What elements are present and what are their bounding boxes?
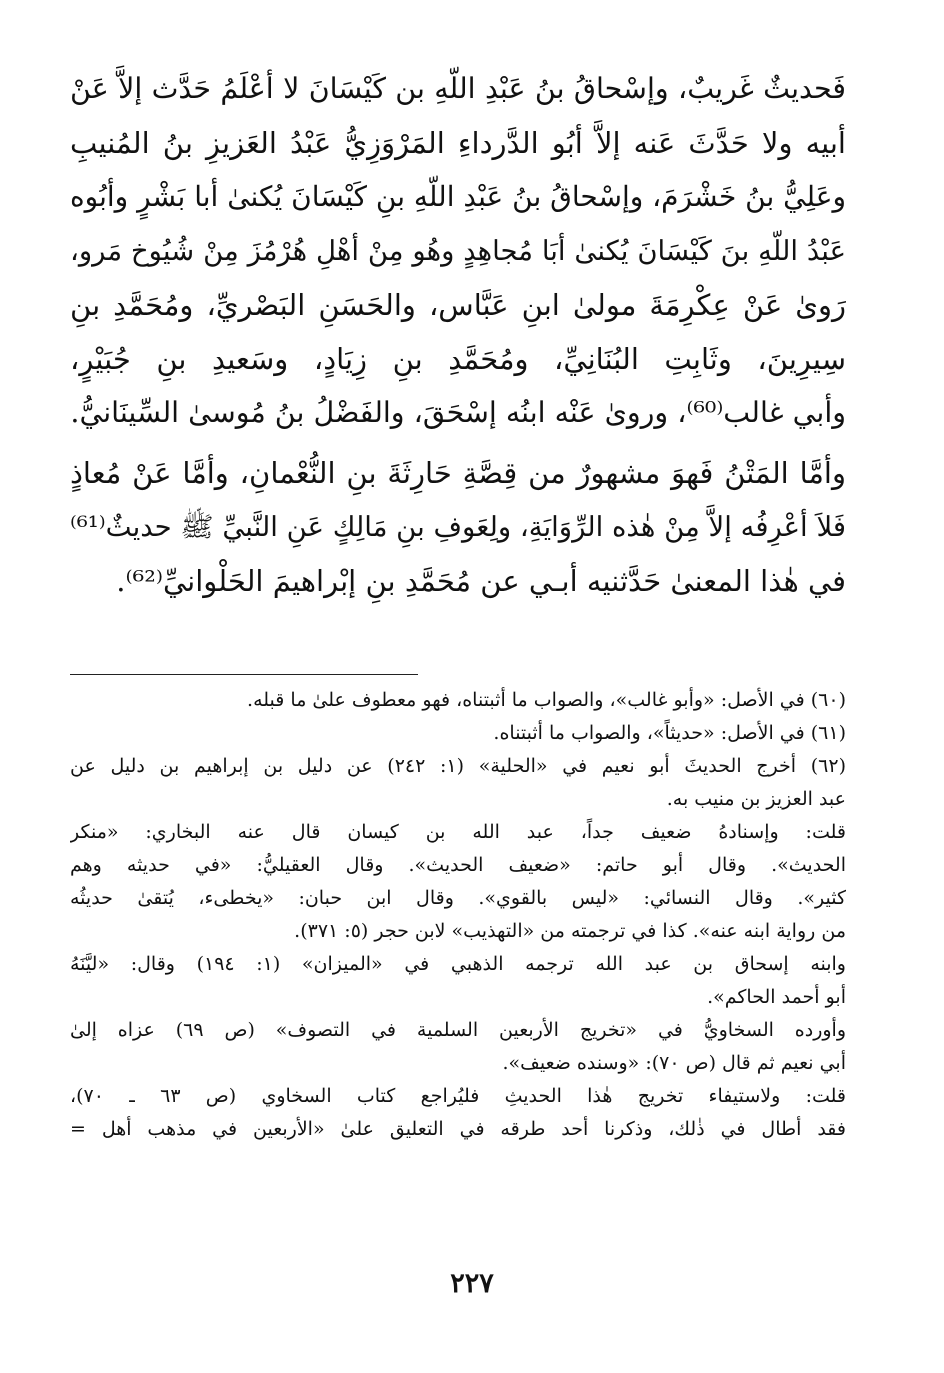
footnote-61 — [70, 717, 846, 750]
footnote-line: الحديث». وقال أبو حاتم: «ضعيف الحديث». وقال العقيليُّ: «في حديثه وهم — [70, 854, 846, 876]
page-number: ٢٢٧ — [450, 1268, 494, 1299]
footnote-comment-3 — [70, 1014, 846, 1080]
paragraph-1 — [70, 62, 846, 440]
footnote-comment-4 — [70, 1080, 846, 1146]
footnote-line: أبي نعيم ثم قال (ص ٧٠): «وسنده ضعيف». — [502, 1052, 846, 1074]
footnote-line: كثير». وقال النسائي: «ليس بالقوي». وقال ابن حبان: «يخطىء، يُتقىٰ حديثُه — [70, 887, 846, 909]
footnotes — [70, 684, 846, 1146]
text-line: أبيه ولا حَدَّثَ عَنه إلاَّ أبُو الدَّرداءِ المَرْوَزِيُّ عَبْدُ العَزيزِ بنُ المُنيبِ — [70, 126, 846, 160]
footnote-line: أبو أحمد الحاكم». — [707, 986, 846, 1008]
text-line: عَبْدُ اللّهِ بنَ كَيْسَانَ يُكنىٰ أبَا مُجاهِدٍ وهُو مِنْ أهْلِ هُرْمُزَ مِنْ شُيُوخ مَرو، — [70, 235, 846, 267]
footnote-line: قلت: وإسنادهُ ضعيف جداً، عبد الله بن كيسان قال عنه البخاري: «منكر — [70, 821, 846, 843]
footnote-line: وابنه إسحاق بن عبد الله ترجمه الذهبي في «الميزان» (١: ١٩٤) وقال: «ليَّنَهُ — [70, 953, 846, 975]
footnote-62 — [70, 750, 846, 816]
footnote-line: (٦١) في الأصل: «حديثاً»، والصواب ما أثبتناه. — [493, 722, 846, 744]
text-line: وأمَّا المَتْنُ فَهوَ مشهورٌ من قِصَّةِ حَارِثَةَ بنِ النُّعْمانِ، وأمَّا عَنْ مُعاذٍ — [70, 456, 846, 490]
text-line: وعَلِيُّ بنُ خَشْرَمَ، وإسْحاقُ بنُ عَبْدِ اللّهِ بنِ كَيْسَانَ يُكنىٰ أبا بَشْرٍ وأبُوه — [70, 180, 846, 213]
footnote-line: عبد العزيز بن منيب به. — [666, 788, 846, 810]
text-line: وأبي غالب⁽⁶⁰⁾، وروىٰ عَنْه ابنُه إسْحَقَ، والفَضْلُ بنُ مُوسىٰ السِّينَانيُّ. — [70, 396, 846, 429]
footnote-comment-1 — [70, 816, 846, 948]
footnote-line: فقد أطال في ذٰلك، وذكرنا أحد طرقه في التعليق علىٰ «الأربعين في مذهب أهل = — [70, 1118, 846, 1140]
main-text — [70, 62, 846, 608]
footnote-60 — [70, 684, 846, 717]
paragraph-2 — [70, 446, 846, 608]
text-line: رَوىٰ عَنْ عِكْرِمَةَ مولىٰ ابنِ عَبَّاس، والحَسَنِ البَصْريِّ، ومُحَمَّدِ بنِ — [70, 288, 846, 322]
footnote-comment-2 — [70, 948, 846, 1014]
footnote-line: قلت: ولاستيفاء تخريج هٰذا الحديثِ فليُراجع كتاب السخاوي (ص ٦٣ ـ ٧٠)، — [70, 1085, 846, 1107]
text-line: في هٰذا المعنىٰ حَدَّثنيه أبـي عن مُحَمَّدِ بنِ إبْراهيمَ الحَلْوانيِّ⁽⁶²⁾. — [116, 564, 846, 598]
text-line: سِيرِينَ، وثَابِتِ البُنَانِيِّ، ومُحَمَّدِ بنِ زِيَادٍ، وسَعيدِ بنِ جُبَيْرٍ، — [70, 342, 846, 376]
footnote-line: (٦٠) في الأصل: «وأبو غالب»، والصواب ما أثبتناه، فهو معطوف علىٰ ما قبله. — [247, 689, 846, 711]
footnote-line: وأورده السخاويُّ في «تخريج الأربعين السلمية في التصوف» (ص ٦٩) عزاه إلىٰ — [70, 1019, 846, 1041]
footnote-line: (٦٢) أخرج الحديثَ أبو نعيم في «الحلية» (١: ٢٤٢) عن دليل بن إبراهيم بن دليل عن — [70, 755, 846, 777]
text-line: فَلاَ أعْرِفُه إلاَّ مِنْ هٰذه الرِّوَايَةِ، ولِعَوفِ بنِ مَالِكٍ عَنِ النَّبيِّ ﷺ حديثٌ⁽⁶¹⁾ — [70, 511, 846, 543]
footnote-line: من رواية ابنه عنه». كذا في ترجمته من «التهذيب» لابن حجر (٥: ٣٧١). — [294, 920, 846, 942]
footnote-separator — [70, 674, 418, 675]
text-line: فَحديثٌ غَريبٌ، وإسْحاقُ بنُ عَبْدِ اللّهِ بن كَيْسَانَ لا أعْلَمُ حَدَّث إلاَّ عَنْ — [70, 72, 846, 105]
